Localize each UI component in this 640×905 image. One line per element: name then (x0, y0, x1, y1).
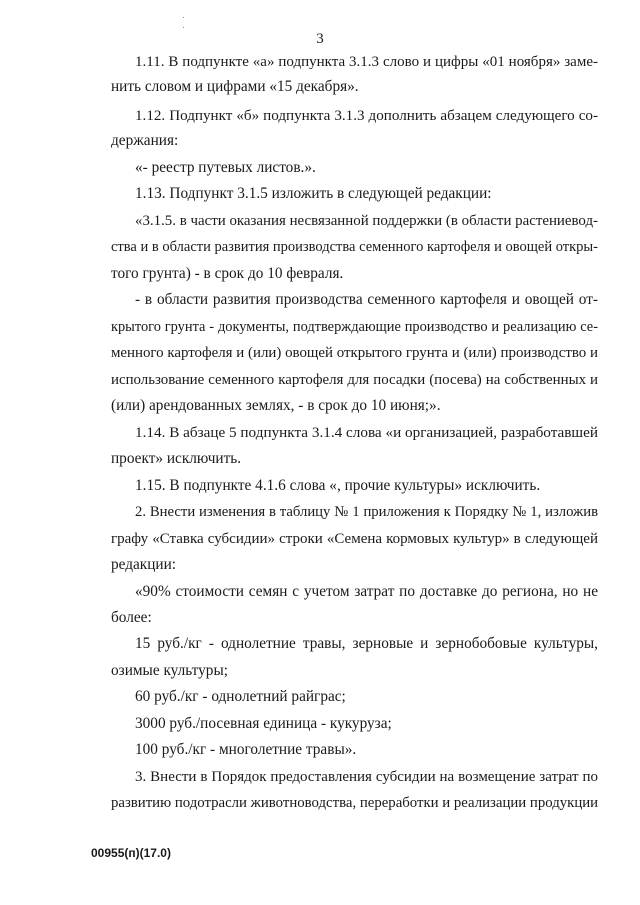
scan-speck (183, 17, 184, 18)
scan-speck (183, 27, 184, 28)
paragraph-line: 3000 руб./посевная единица - кукуруза; (135, 715, 392, 732)
paragraph-line: 15 руб./кг - однолетние травы, зерновые и зернобобовые культуры, (135, 635, 598, 652)
document-code: 00955(п)(17.0) (91, 846, 171, 860)
paragraph-line: 60 руб./кг - однолетний райграс; (135, 688, 346, 705)
paragraph-line: - в области развития производства семенного картофеля и овощей от- (135, 291, 598, 308)
paragraph-line: использование семенного картофеля для посадки (посева) на собственных и (111, 372, 598, 388)
paragraph-line: нить словом и цифрами «15 декабря». (111, 78, 359, 95)
paragraph-line: 1.13. Подпункт 3.1.5 изложить в следующей редакции: (135, 185, 492, 202)
paragraph-line: развитию подотрасли животноводства, переработки и реализации продукции (111, 795, 599, 811)
paragraph-line: 100 руб./кг - многолетние травы». (135, 741, 357, 758)
paragraph-line: 2. Внести изменения в таблицу № 1 приложения к Порядку № 1, изложив (135, 504, 598, 520)
paragraph-line: (или) арендованных землях, - в срок до 10 июня;». (111, 397, 441, 414)
paragraph-line: 1.14. В абзаце 5 подпункта 3.1.4 слова «и организацией, разработавшей (135, 424, 598, 441)
paragraph-line: «- реестр путевых листов.». (135, 159, 316, 176)
paragraph-line: крытого грунта - документы, подтверждающие производство и реализацию се- (111, 319, 598, 335)
page-number: 3 (316, 31, 324, 47)
paragraph-line: менного картофеля и (или) овощей открытого грунта и (или) производство и (111, 345, 598, 361)
paragraph-line: более: (111, 609, 152, 626)
paragraph-line: 3. Внести в Порядок предоставления субсидии на возмещение затрат по (135, 769, 598, 785)
paragraph-line: держания: (111, 132, 179, 149)
paragraph-line: «3.1.5. в части оказания несвязанной поддержки (в области растениевод- (135, 213, 598, 229)
paragraph-line: проект» исключить. (111, 450, 242, 467)
paragraph-line: «90% стоимости семян с учетом затрат по доставке до региона, но не (135, 583, 598, 600)
paragraph-line: графу «Ставка субсидии» строки «Семена кормовых культур» в следующей (111, 531, 598, 547)
paragraph-line: 1.15. В подпункте 4.1.6 слова «, прочие культуры» исключить. (135, 477, 541, 494)
paragraph-line: редакции: (111, 556, 177, 573)
paragraph-line: 1.11. В подпункте «а» подпункта 3.1.3 слово и цифры «01 ноября» заме- (135, 54, 598, 70)
paragraph-line: 1.12. Подпункт «б» подпункта 3.1.3 дополнить абзацем следующего со- (135, 108, 598, 124)
paragraph-line: озимые культуры; (111, 662, 228, 679)
paragraph-line: ства и в области развития производства семенного картофеля и овощей откры- (111, 239, 598, 255)
paragraph-line: того грунта) - в срок до 10 февраля. (111, 265, 344, 282)
